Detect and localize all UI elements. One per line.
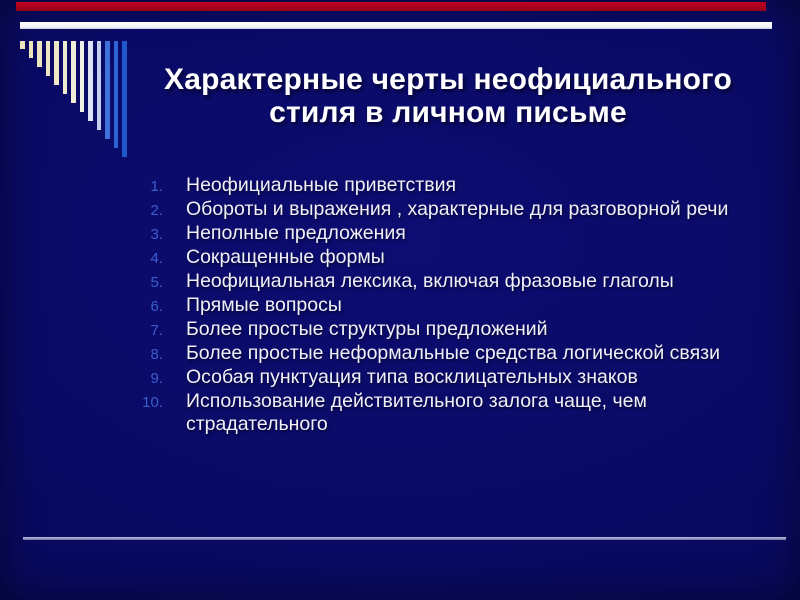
list-item-number: 1. bbox=[150, 178, 163, 195]
list-item-5 bbox=[140, 270, 772, 294]
list-item-9 bbox=[140, 366, 772, 390]
list-item-text: Неофициальные приветствия bbox=[186, 174, 457, 196]
list-item-number: 2. bbox=[150, 202, 163, 219]
list-item-number: 10. bbox=[142, 394, 163, 411]
stripes-staircase-decoration bbox=[20, 41, 140, 161]
list-item-number: 5. bbox=[150, 274, 163, 291]
numbered-list bbox=[140, 174, 772, 436]
list-item-8 bbox=[140, 342, 772, 366]
stripe-5 bbox=[54, 41, 59, 85]
list-item-text: Неофициальная лексика, включая фразовые глаголы bbox=[186, 270, 674, 292]
list-item-number: 8. bbox=[150, 346, 163, 363]
list-item-7 bbox=[140, 318, 772, 342]
list-item-2 bbox=[140, 198, 772, 222]
list-item-1 bbox=[140, 174, 772, 198]
list-item-text: Использование действительного залога чаще, чем страдательного bbox=[186, 390, 647, 435]
list-item-number: 4. bbox=[150, 250, 163, 267]
list-item-number: 9. bbox=[150, 370, 163, 387]
list-item-4 bbox=[140, 246, 772, 270]
stripe-4 bbox=[46, 41, 51, 76]
list-item-text: Более простые неформальные средства логической связи bbox=[186, 342, 720, 364]
stripe-1 bbox=[20, 41, 25, 49]
stripe-13 bbox=[122, 41, 127, 157]
white-horizontal-bar bbox=[20, 22, 772, 29]
list-item-text: Сокращенные формы bbox=[186, 246, 385, 268]
stripe-12 bbox=[114, 41, 119, 148]
list-item-10 bbox=[140, 390, 772, 436]
list-item-text: Обороты и выражения , характерные для разговорной речи bbox=[186, 198, 729, 220]
list-item-text: Прямые вопросы bbox=[186, 294, 342, 316]
stripe-7 bbox=[71, 41, 76, 103]
stripe-8 bbox=[80, 41, 85, 112]
list-item-text: Более простые структуры предложений bbox=[186, 318, 548, 340]
stripe-6 bbox=[63, 41, 68, 94]
top-red-accent-bar bbox=[16, 2, 766, 11]
slide-title-line-2: стиля в личном письме bbox=[269, 96, 627, 129]
slide-title-line-1: Характерные черты неофициального bbox=[163, 63, 733, 96]
list-item-number: 3. bbox=[150, 226, 163, 243]
stripe-11 bbox=[105, 41, 110, 139]
list-item-text: Неполные предложения bbox=[186, 222, 406, 244]
stripe-9 bbox=[88, 41, 93, 121]
stripe-3 bbox=[37, 41, 42, 67]
list-item-text: Особая пунктуация типа восклицательных знаков bbox=[186, 366, 638, 388]
list-item-6 bbox=[140, 294, 772, 318]
list-item-number: 6. bbox=[150, 298, 163, 315]
footer-divider-line bbox=[23, 537, 786, 540]
stripe-10 bbox=[97, 41, 102, 130]
list-item-3 bbox=[140, 222, 772, 246]
stripe-2 bbox=[29, 41, 34, 58]
slide-title bbox=[140, 63, 756, 129]
list-item-number: 7. bbox=[150, 322, 163, 339]
